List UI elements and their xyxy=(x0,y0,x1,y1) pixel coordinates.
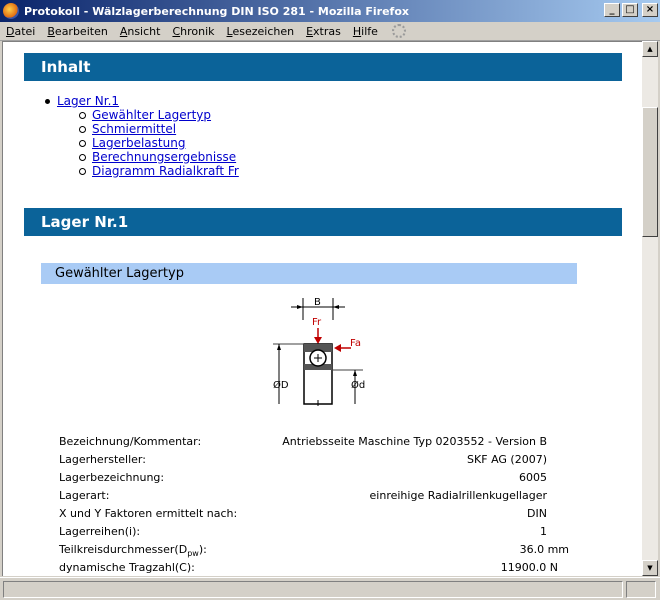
menu-ansicht[interactable]: Ansicht xyxy=(119,24,161,38)
loading-throbber-icon xyxy=(392,24,406,38)
bearing-diagram xyxy=(259,296,369,406)
minimize-button[interactable]: _ xyxy=(604,3,620,17)
subsection-heading: Gewählter Lagertyp xyxy=(41,263,577,284)
prop-label: Lagerbezeichnung: xyxy=(59,471,165,484)
toc-item xyxy=(43,94,239,108)
table-row xyxy=(59,489,579,507)
table-row xyxy=(59,543,579,561)
menu-chronik[interactable]: Chronik xyxy=(172,24,215,38)
toc-item xyxy=(43,108,239,122)
prop-label: Lagerreihen(i): xyxy=(59,525,141,538)
toc-item xyxy=(43,164,239,178)
vertical-scrollbar[interactable] xyxy=(642,41,658,576)
scroll-down-arrow-icon[interactable]: ▼ xyxy=(642,560,658,576)
table-of-contents xyxy=(43,94,239,178)
prop-value: einreihige Radialrillenkugellager xyxy=(369,489,547,502)
prop-label: X und Y Faktoren ermittelt nach: xyxy=(59,507,238,520)
menu-extras[interactable]: Extras xyxy=(306,24,341,38)
menu-hilfe[interactable]: Hilfe xyxy=(352,24,378,38)
toc-link-lager-nr1[interactable]: Lager Nr.1 xyxy=(57,94,120,108)
status-panel xyxy=(3,581,623,598)
prop-value: 6005 xyxy=(519,471,547,484)
section-heading: Lager Nr.1 xyxy=(24,208,622,236)
table-row xyxy=(59,435,579,453)
window-title: Protokoll - Wälzlagerberechnung DIN ISO 281 - Mozilla Firefox xyxy=(24,4,409,18)
toc-item xyxy=(43,150,239,164)
prop-label: Bezeichnung/Kommentar: xyxy=(59,435,202,448)
bearing-properties xyxy=(59,435,579,576)
prop-label: dynamische Tragzahl(C): xyxy=(59,561,195,574)
toc-link-lagertyp[interactable]: Gewählter Lagertyp xyxy=(92,108,212,122)
table-row xyxy=(59,453,579,471)
toc-link-lagerbelastung[interactable]: Lagerbelastung xyxy=(92,136,186,150)
toc-item xyxy=(43,122,239,136)
prop-value: DIN xyxy=(527,507,547,520)
status-bar xyxy=(0,577,660,600)
prop-value: 1 xyxy=(540,525,547,538)
table-row xyxy=(59,561,579,576)
toc-heading: Inhalt xyxy=(24,53,622,81)
toc-link-schmiermittel[interactable]: Schmiermittel xyxy=(92,122,177,136)
window-controls xyxy=(604,3,658,17)
diagram-label-od: ØD xyxy=(273,380,289,391)
firefox-icon xyxy=(3,3,19,19)
prop-value: SKF AG (2007) xyxy=(467,453,547,466)
scrollbar-thumb[interactable] xyxy=(642,107,658,237)
scroll-up-arrow-icon[interactable]: ▲ xyxy=(642,41,658,57)
prop-value: Antriebsseite Maschine Typ 0203552 - Version B xyxy=(282,435,547,448)
prop-label: Lagerart: xyxy=(59,489,110,502)
diagram-label-id: Ød xyxy=(351,380,366,391)
toc-item xyxy=(43,136,239,150)
page-content xyxy=(2,41,642,576)
prop-label: Lagerhersteller: xyxy=(59,453,146,466)
menu-datei[interactable]: Datei xyxy=(6,24,36,38)
prop-label: $Teilkreisdurchmesser(D_{pw})$: xyxy=(59,543,207,559)
maximize-button[interactable]: □ xyxy=(622,3,638,17)
table-row xyxy=(59,471,579,489)
table-row xyxy=(59,507,579,525)
toc-link-berechnungsergebnisse[interactable]: Berechnungsergebnisse xyxy=(92,150,237,164)
menu-bar xyxy=(0,22,660,41)
menu-bearbeiten[interactable]: Bearbeiten xyxy=(47,24,108,38)
menu-lesezeichen[interactable]: Lesezeichen xyxy=(226,24,295,38)
diagram-label-fr: Fr xyxy=(312,317,322,328)
table-row xyxy=(59,525,579,543)
diagram-label-b: B xyxy=(314,297,321,308)
toc-link-diagramm[interactable]: Diagramm Radialkraft Fr xyxy=(92,164,239,178)
prop-value: 36.0 mm xyxy=(519,543,569,556)
diagram-label-fa: Fa xyxy=(350,338,361,349)
prop-value: 11900.0 N xyxy=(500,561,558,574)
window-titlebar xyxy=(0,0,660,22)
close-button[interactable]: × xyxy=(642,3,658,17)
status-panel-secondary xyxy=(626,581,656,598)
